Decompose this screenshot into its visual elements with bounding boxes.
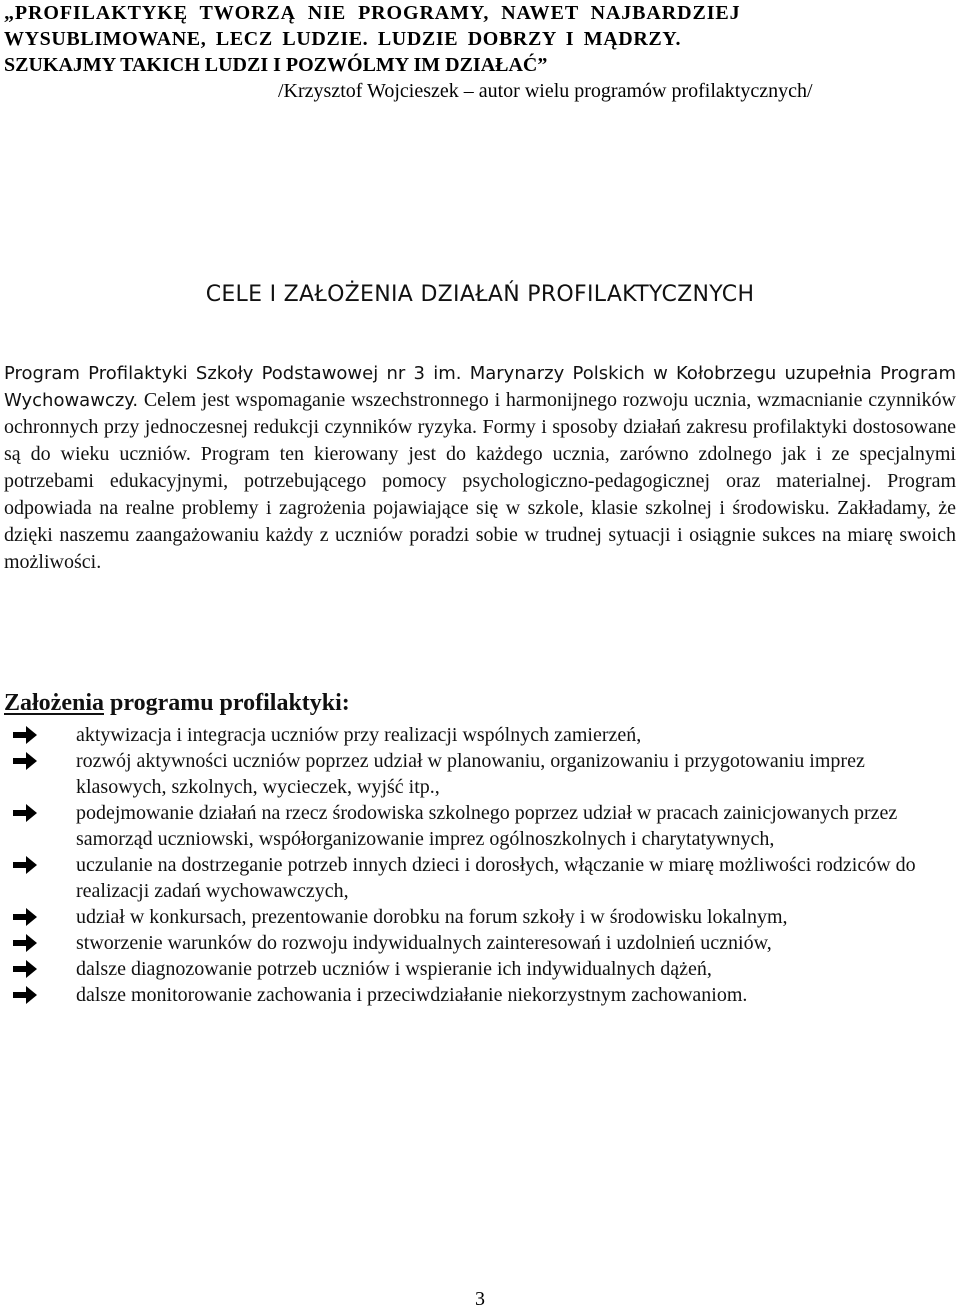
page-number: 3 [475,1288,485,1310]
list-item [0,904,960,930]
intro-part-1: Program Profilaktyki Szkoły Podstawowej nr 3 im. Marynarzy Polskich w Kołobrzegu uzupełnia Program Wychowawczy. [4,363,956,411]
list-item [0,852,960,904]
motto-attribution: /Krzysztof Wojcieszek – autor wielu programów profilaktycznych/ [278,80,813,102]
list-item-text: udział w konkursach, prezentowanie dorobku na forum szkoły i w środowisku lokalnym, [76,906,788,928]
assumptions-heading-rest: programu profilaktyki: [104,690,350,716]
intro-paragraph [4,360,956,576]
arrow-right-icon [12,906,38,928]
list-item [0,930,960,956]
list-item-text: rozwój aktywności uczniów poprzez udział w planowaniu, organizowaniu i przygotowaniu imprez klasowych, szkolnych, wycieczek, wyjść itp., [76,750,865,798]
list-item-text: dalsze diagnozowanie potrzeb uczniów i wspieranie ich indywidualnych dążeń, [76,958,712,980]
arrow-right-icon [12,724,38,746]
arrow-right-icon [12,750,38,772]
list-item [0,800,960,852]
list-item [0,748,960,800]
arrow-right-icon [12,984,38,1006]
arrow-right-icon [12,932,38,954]
section-heading: CELE I ZAŁOŻENIA DZIAŁAŃ PROFILAKTYCZNYCH [205,282,755,307]
list-item [0,982,960,1008]
motto-quote [4,0,944,78]
list-item [0,722,960,748]
assumptions-list [0,722,960,1008]
motto-line-2: WYSUBLIMOWANE, LECZ LUDZIE. LUDZIE DOBRZY I MĄDRZY. [4,28,682,50]
list-item-text: stworzenie warunków do rozwoju indywidualnych zainteresowań i uzdolnień uczniów, [76,932,772,954]
intro-part-2: Celem jest wspomaganie wszechstronnego i harmonijnego rozwoju ucznia, wzmacnianie czynników ochronnych przy jednoczesnej redukcji czynników ryzyka. Formy i sposoby działań zakresu profilaktyki dostosowane są do wieku uczniów. Program ten kierowany jest do każdego ucznia, zarówno zdolnego jak i ze specjalnymi potrzebami edukacyjnymi, potrzebującego pomocy psychologiczno-pedagogicznej oraz materialnej. Program odpowiada na realne problemy i zagrożenia pojawiające się w szkole, klasie szkolnej i środowisku. Zakładamy, że dzięki naszemu zaangażowaniu każdy z uczniów poradzi sobie w trudnej sytuacji i osiągnie sukces na miarę swoich możliwości. [4,389,956,573]
arrow-right-icon [12,854,38,876]
motto-line-1: „PROFILAKTYKĘ TWORZĄ NIE PROGRAMY, NAWET NAJBARDZIEJ [4,2,741,24]
list-item-text: uczulanie na dostrzeganie potrzeb innych dzieci i dorosłych, włączanie w miarę możliwości rodziców do realizacji zadań wychowawczych, [76,854,916,902]
assumptions-heading [4,690,350,717]
motto-line-3: SZUKAJMY TAKICH LUDZI I POZWÓLMY IM DZIAŁAĆ” [4,54,548,76]
list-item-text: aktywizacja i integracja uczniów przy realizacji wspólnych zamierzeń, [76,724,642,746]
list-item-text: dalsze monitorowanie zachowania i przeciwdziałanie niekorzystnym zachowaniom. [76,984,748,1006]
list-item [0,956,960,982]
assumptions-heading-underlined: Założenia [4,690,104,716]
arrow-right-icon [12,802,38,824]
arrow-right-icon [12,958,38,980]
list-item-text: podejmowanie działań na rzecz środowiska szkolnego poprzez udział w pracach zainicjowanych przez samorząd uczniowski, współorganizowanie imprez ogólnoszkolnych i charytatywnych, [76,802,898,850]
